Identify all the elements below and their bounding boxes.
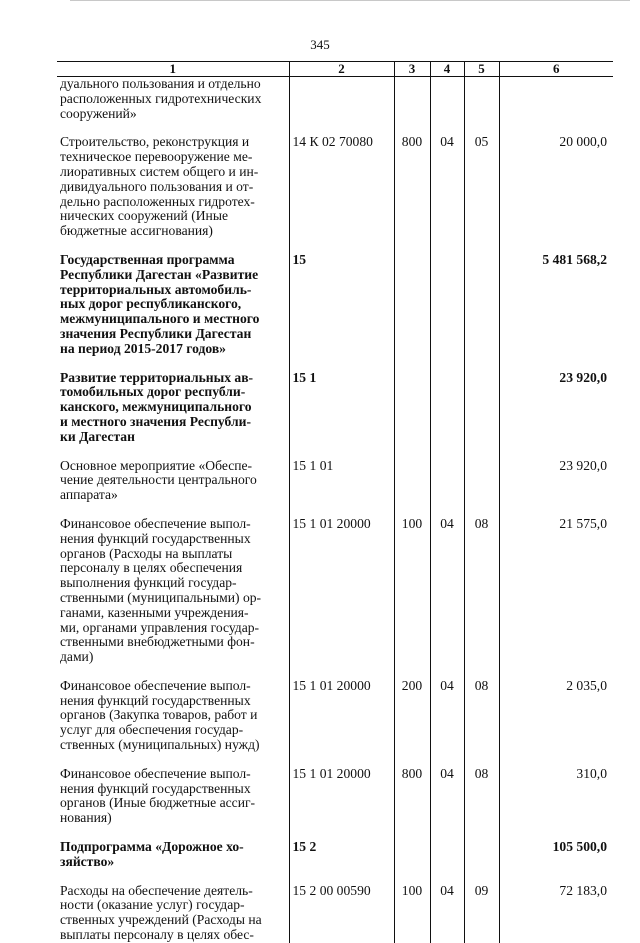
row-description-text: Государственная программа Республики Дагестан «Развитие территориальных автомобиль- ных дорог республиканского, межмуниципального и местного значения Республики Дагестан на период 2015-2017 годов» <box>60 251 260 356</box>
table-row <box>57 135 613 239</box>
row-description-text: Подпрограмма «Дорожное хо- зяйство» <box>60 839 244 869</box>
spacer-cell <box>499 665 613 679</box>
row-subsection-text: 05 <box>474 134 489 150</box>
row-section-text: 04 <box>440 677 454 693</box>
row-expense-type <box>394 371 430 445</box>
row-subsection <box>464 884 499 943</box>
column-header-3: 3 <box>394 62 430 77</box>
row-budget-code-text: 15 2 <box>292 839 317 855</box>
spacer-cell <box>394 239 430 253</box>
column-header-1: 1 <box>57 62 289 77</box>
spacer-cell <box>289 753 394 767</box>
row-section <box>430 679 464 753</box>
spacer-cell <box>499 870 613 884</box>
row-amount <box>499 884 613 943</box>
spacer-cell <box>57 239 289 253</box>
row-subsection-text: 09 <box>474 882 489 898</box>
spacer-cell <box>394 826 430 840</box>
row-subsection <box>464 840 499 870</box>
row-section-text: 04 <box>440 134 454 150</box>
table-row <box>57 884 613 943</box>
row-amount <box>499 135 613 239</box>
row-section-text: 04 <box>440 765 454 781</box>
table-header-row <box>57 62 613 77</box>
table-row <box>57 840 613 870</box>
row-subsection-text: 08 <box>474 765 489 781</box>
row-amount-text: 105 500,0 <box>552 839 607 855</box>
spacer-cell <box>430 445 464 459</box>
row-expense-type <box>394 77 430 122</box>
spacer-cell <box>289 503 394 517</box>
spacer-cell <box>430 239 464 253</box>
row-expense-type <box>394 253 430 357</box>
spacer-cell <box>464 870 499 884</box>
row-amount <box>499 679 613 753</box>
row-spacer <box>57 445 613 459</box>
row-budget-code-text: 15 1 01 20000 <box>292 515 371 531</box>
spacer-cell <box>430 826 464 840</box>
row-amount <box>499 77 613 122</box>
spacer-cell <box>499 826 613 840</box>
row-budget-code <box>289 371 394 445</box>
row-expense-type <box>394 459 430 503</box>
column-header-2: 2 <box>289 62 394 77</box>
row-subsection <box>464 371 499 445</box>
row-section <box>430 253 464 357</box>
spacer-cell <box>394 357 430 371</box>
column-header-6: 6 <box>499 62 613 77</box>
spacer-cell <box>289 870 394 884</box>
row-amount <box>499 517 613 665</box>
row-section <box>430 135 464 239</box>
row-budget-code <box>289 884 394 943</box>
row-description-text: Расходы на обеспечение деятель- ности (оказание услуг) государ- ственных учреждений (Расходы на выплаты персоналу в целях обес- <box>60 882 262 943</box>
spacer-cell <box>57 503 289 517</box>
spacer-cell <box>430 870 464 884</box>
row-budget-code <box>289 135 394 239</box>
spacer-cell <box>499 357 613 371</box>
spacer-cell <box>464 445 499 459</box>
spacer-cell <box>430 357 464 371</box>
row-section <box>430 517 464 665</box>
row-budget-code-text: 15 1 <box>292 369 317 385</box>
top-scan-rule <box>70 0 630 1</box>
row-expense-type-text: 800 <box>401 134 423 150</box>
spacer-cell <box>464 503 499 517</box>
row-description <box>57 679 289 753</box>
row-amount <box>499 840 613 870</box>
row-description <box>57 253 289 357</box>
row-subsection <box>464 77 499 122</box>
row-spacer <box>57 357 613 371</box>
row-budget-code-text: 14 К 02 70080 <box>292 134 373 150</box>
spacer-cell <box>464 665 499 679</box>
row-description <box>57 371 289 445</box>
row-subsection-text: 08 <box>474 515 489 531</box>
row-expense-type <box>394 840 430 870</box>
spacer-cell <box>499 239 613 253</box>
table-row <box>57 253 613 357</box>
row-description <box>57 517 289 665</box>
row-spacer <box>57 753 613 767</box>
table-row <box>57 517 613 665</box>
row-amount <box>499 253 613 357</box>
spacer-cell <box>464 239 499 253</box>
spacer-cell <box>464 121 499 135</box>
row-description <box>57 840 289 870</box>
spacer-cell <box>499 121 613 135</box>
spacer-cell <box>57 357 289 371</box>
row-spacer <box>57 121 613 135</box>
row-budget-code <box>289 767 394 826</box>
row-budget-code <box>289 253 394 357</box>
row-section <box>430 371 464 445</box>
row-description-text: Финансовое обеспечение выпол- нения функций государственных органов (Расходы на выплаты персоналу в целях обеспечения выполнения функций государ- ственными (муниципальными) ор- ганами, казенными учреждения- ми, органами управления государ- ственными внебюджетными фон- дами) <box>60 515 262 665</box>
row-spacer <box>57 826 613 840</box>
table-body <box>57 77 613 943</box>
row-description <box>57 884 289 943</box>
spacer-cell <box>499 503 613 517</box>
row-description-text: Финансовое обеспечение выпол- нения функций государственных органов (Закупка товаров, работ и услуг для обеспечения государ- ственных (муниципальных) нужд) <box>60 677 260 753</box>
row-budget-code <box>289 679 394 753</box>
row-description-text: Финансовое обеспечение выпол- нения функций государственных органов (Иные бюджетные ассиг- нования) <box>60 765 256 826</box>
spacer-cell <box>394 753 430 767</box>
row-description-text: дуального пользования и отдельно расположенных гидротехнических сооружений» <box>60 76 262 121</box>
spacer-cell <box>57 121 289 135</box>
row-amount-text: 5 481 568,2 <box>542 251 607 267</box>
row-amount-text: 310,0 <box>576 765 607 781</box>
row-budget-code-text: 15 1 01 20000 <box>292 677 371 693</box>
row-description <box>57 135 289 239</box>
row-budget-code-text: 15 2 00 00590 <box>292 882 371 898</box>
row-budget-code-text: 15 1 01 20000 <box>292 765 371 781</box>
table-row <box>57 679 613 753</box>
row-expense-type <box>394 679 430 753</box>
row-spacer <box>57 239 613 253</box>
spacer-cell <box>57 445 289 459</box>
table-row <box>57 767 613 826</box>
spacer-cell <box>289 445 394 459</box>
spacer-cell <box>289 239 394 253</box>
row-subsection <box>464 135 499 239</box>
row-subsection <box>464 517 499 665</box>
row-description-text: Строительство, реконструкция и техническое перевооружение ме- лиоративных систем общего и ин- дивидуального пользования и от- дельно расположенных гидротех- нических сооружений (Иные бюджетные ассигнования) <box>60 134 259 239</box>
row-description <box>57 767 289 826</box>
row-spacer <box>57 870 613 884</box>
row-amount-text: 2 035,0 <box>566 677 607 693</box>
row-section <box>430 459 464 503</box>
row-subsection <box>464 679 499 753</box>
spacer-cell <box>394 665 430 679</box>
spacer-cell <box>499 753 613 767</box>
row-budget-code-text: 15 <box>292 251 307 267</box>
row-amount-text: 72 183,0 <box>559 882 607 898</box>
row-description <box>57 77 289 122</box>
row-spacer <box>57 665 613 679</box>
column-header-4: 4 <box>430 62 464 77</box>
table-row <box>57 459 613 503</box>
spacer-cell <box>289 357 394 371</box>
row-subsection <box>464 253 499 357</box>
row-subsection <box>464 767 499 826</box>
spacer-cell <box>394 503 430 517</box>
spacer-cell <box>430 121 464 135</box>
row-expense-type <box>394 517 430 665</box>
row-description-text: Развитие территориальных ав- томобильных дорог республи- канского, межмуниципального и местного значения Республи- ки Дагестан <box>60 369 254 444</box>
row-description-text: Основное мероприятие «Обеспе- чение деятельности центрального аппарата» <box>60 457 257 503</box>
spacer-cell <box>499 445 613 459</box>
row-amount-text: 20 000,0 <box>559 134 607 150</box>
spacer-cell <box>430 503 464 517</box>
spacer-cell <box>289 665 394 679</box>
budget-table <box>57 61 613 943</box>
row-amount-text: 21 575,0 <box>559 515 607 531</box>
spacer-cell <box>57 826 289 840</box>
row-section <box>430 884 464 943</box>
spacer-cell <box>464 753 499 767</box>
row-amount-text: 23 920,0 <box>559 457 607 473</box>
spacer-cell <box>394 121 430 135</box>
row-budget-code <box>289 517 394 665</box>
row-budget-code <box>289 77 394 122</box>
table-row <box>57 77 613 122</box>
spacer-cell <box>430 753 464 767</box>
row-section-text: 04 <box>440 882 454 898</box>
row-section <box>430 840 464 870</box>
spacer-cell <box>289 826 394 840</box>
row-budget-code-text: 15 1 01 <box>292 457 334 473</box>
spacer-cell <box>57 665 289 679</box>
spacer-cell <box>57 753 289 767</box>
column-header-5: 5 <box>464 62 499 77</box>
spacer-cell <box>289 121 394 135</box>
row-section <box>430 767 464 826</box>
row-amount <box>499 371 613 445</box>
spacer-cell <box>464 357 499 371</box>
row-expense-type-text: 100 <box>401 882 423 898</box>
row-expense-type-text: 200 <box>401 677 423 693</box>
row-expense-type <box>394 884 430 943</box>
row-section-text: 04 <box>440 515 454 531</box>
row-amount <box>499 459 613 503</box>
spacer-cell <box>394 445 430 459</box>
row-section <box>430 77 464 122</box>
row-budget-code <box>289 840 394 870</box>
table-row <box>57 371 613 445</box>
spacer-cell <box>57 870 289 884</box>
row-amount <box>499 767 613 826</box>
row-expense-type-text: 100 <box>401 515 423 531</box>
row-description <box>57 459 289 503</box>
row-subsection-text: 08 <box>474 677 489 693</box>
spacer-cell <box>430 665 464 679</box>
spacer-cell <box>464 826 499 840</box>
row-expense-type <box>394 767 430 826</box>
row-amount-text: 23 920,0 <box>559 369 607 385</box>
row-expense-type-text: 800 <box>401 765 423 781</box>
row-budget-code <box>289 459 394 503</box>
row-expense-type <box>394 135 430 239</box>
row-subsection <box>464 459 499 503</box>
row-spacer <box>57 503 613 517</box>
page-number: 345 <box>310 37 330 52</box>
spacer-cell <box>394 870 430 884</box>
